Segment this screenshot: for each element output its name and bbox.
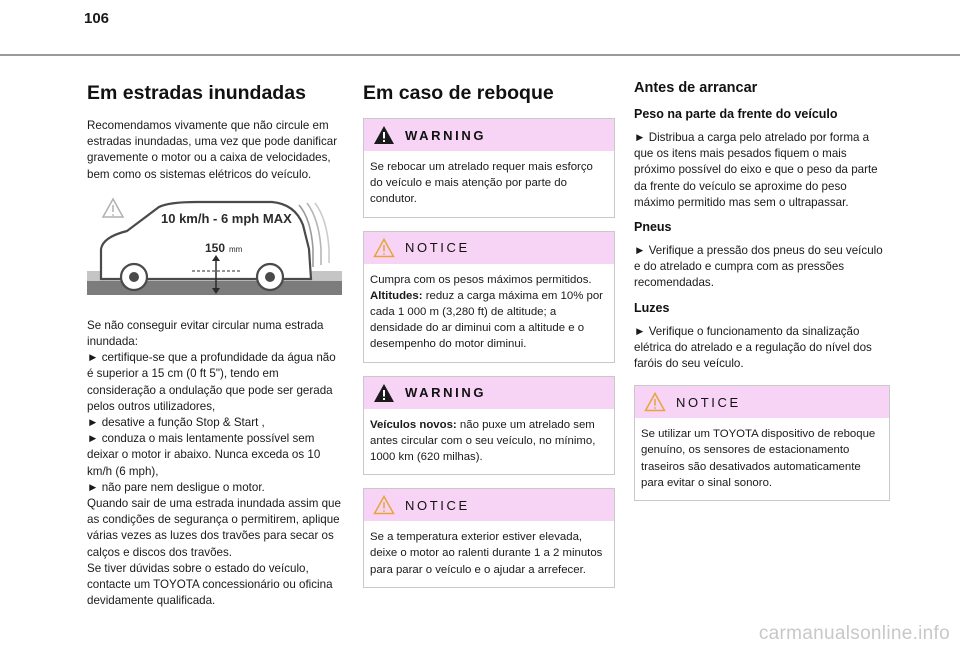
warning-heading: WARNING — [405, 385, 487, 401]
altitudes-label: Altitudes: — [370, 289, 423, 302]
flooded-body-5: Quando sair de uma estrada inundada assim que as condições de segurança o permitirem, aplique várias vezes as luzes dos travões para secar os calços e discos dos travões. — [87, 497, 341, 559]
notice-icon — [644, 392, 666, 412]
column-flooded-roads — [87, 80, 342, 609]
flooded-body-0: Se não conseguir evitar circular numa estrada inundada: — [87, 318, 324, 349]
notice-heading: NOTICE — [676, 394, 741, 410]
flooded-body-3: ► conduza o mais lentamente possível sem deixar o motor ir abaixo. Nunca exceda os 10 km/h (6 mph), — [87, 432, 321, 478]
flooded-intro: Recomendamos vivamente que não circule em estradas inundadas, uma vez que pode danificar gravemente o motor ou a caixa de velocidades, bem como os sistemas elétricos do veículo. — [87, 119, 338, 181]
flooded-body-4: ► não pare nem desligue o motor. — [87, 480, 265, 494]
notice-text-parking-sensors: Se utilizar um TOYOTA dispositivo de reboque genuíno, os sensores de estacionamento traseiros são desativados automaticamente para evitar o sinal sonoro. — [641, 428, 876, 489]
section-title-before-starting: Antes de arrancar — [634, 80, 758, 96]
notice-heading: NOTICE — [405, 497, 470, 513]
warning-text: Se rebocar um atrelado requer mais esforço do veículo e mais atenção por parte do condutor. — [370, 161, 593, 206]
warning-box-header — [364, 377, 614, 409]
warning-text-new-vehicles — [370, 417, 608, 466]
water-depth-unit: mm — [229, 244, 243, 254]
flooded-body-1: ► certifique-se que a profundidade da água não é superior a 15 cm (0 ft 5"), tendo em consideração a ondulação que pode ser gerada pelos outros utilizadores, — [87, 351, 336, 413]
new-vehicles-text: não puxe um atrelado sem antes circular com o seu veículo, no mínimo, 1000 km (620 milhas). — [370, 418, 596, 464]
notice-box-header — [635, 386, 889, 418]
subheading-tyres: Pneus — [634, 220, 672, 235]
notice-box-parking-sensors — [634, 385, 890, 501]
new-vehicles-label: Veículos novos: — [370, 418, 457, 431]
flooded-body-2: ► desative a função Stop & Start , — [87, 416, 265, 430]
warning-triangle-icon — [103, 199, 123, 217]
watermark-logo: carmanualsonline.info — [758, 623, 950, 644]
flooded-body-6: Se tiver dúvidas sobre o estado do veículo, contacte um TOYOTA concessionário ou oficina devidamente qualificada. — [87, 561, 333, 608]
notice-text-weights: Cumpra com os pesos máximos permitidos. — [370, 273, 592, 286]
notice-icon — [373, 495, 395, 515]
front-weight-text: ► Distribua a carga pelo atrelado por forma a que os itens mais pesados fiquem o mais próximo possível do eixo e que o peso da parte da frente do veículo se aproxime do peso máximo permitido mas sem o ultrapassar. — [634, 131, 878, 209]
column-towing — [363, 80, 615, 601]
section-title-flooded-roads: Em estradas inundadas — [87, 82, 306, 104]
subheading-front-weight: Peso na parte da frente do veículo — [634, 107, 838, 121]
page-number: 106 — [84, 10, 110, 27]
warning-box-header — [364, 119, 614, 151]
notice-box-header — [364, 232, 614, 264]
speed-limit-label: 10 km/h - 6 mph MAX — [161, 210, 292, 226]
notice-heading: NOTICE — [405, 240, 470, 256]
top-rule — [0, 54, 960, 56]
lights-text: ► Verifique o funcionamento da sinalização elétrica do atrelado e a regulação do nível dos faróis do seu veículo. — [634, 324, 872, 371]
notice-box-weights — [363, 231, 615, 363]
flooded-road-illustration — [87, 197, 342, 305]
warning-heading: WARNING — [405, 127, 487, 143]
warning-icon — [373, 125, 395, 145]
warning-box-effort — [363, 118, 615, 218]
warning-icon — [373, 383, 395, 403]
notice-text-temperature: Se a temperatura exterior estiver elevada, deixe o motor ao ralenti durante 1 a 2 minutos para parar o veículo e o ajudar a arrefecer. — [370, 531, 603, 576]
notice-icon — [373, 238, 395, 258]
notice-box-temperature — [363, 488, 615, 588]
section-title-towing: Em caso de reboque — [363, 82, 554, 104]
column-before-starting — [634, 80, 890, 514]
subheading-lights: Luzes — [634, 300, 670, 315]
altitudes-text: reduz a carga máxima em 10% por cada 1 000 m (3,280 ft) de altitude; a densidade do ar diminui com a altitude e o desempenho do motor diminui. — [370, 289, 603, 351]
water-depth-value: 150 — [205, 240, 226, 255]
tyres-text: ► Verifique a pressão dos pneus do seu veículo e do atrelado e cumpra com as pressões recomendadas. — [634, 244, 883, 290]
notice-text-altitudes — [370, 288, 608, 353]
warning-box-new-vehicles — [363, 376, 615, 476]
notice-box-header — [364, 489, 614, 521]
